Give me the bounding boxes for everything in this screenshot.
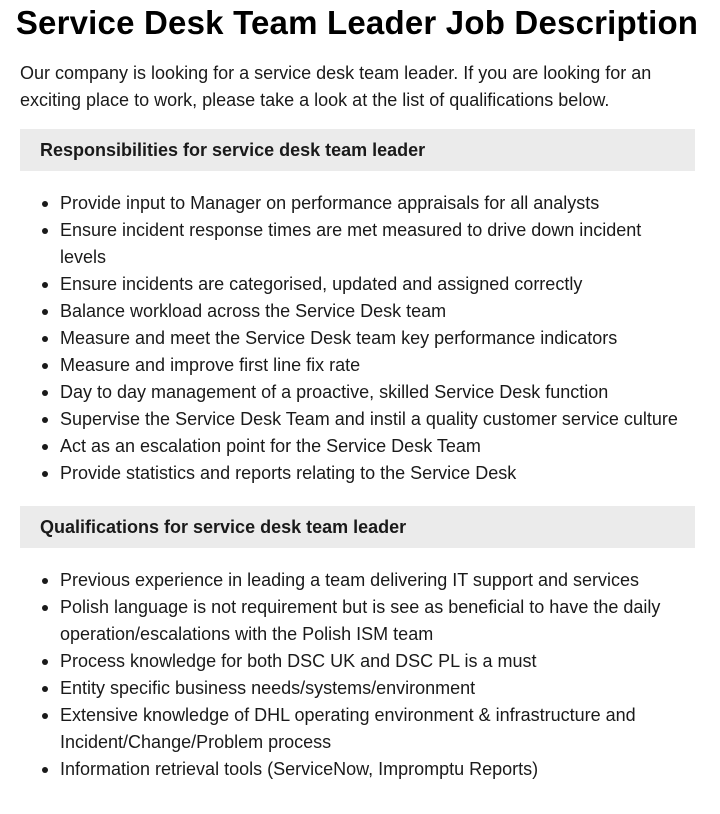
page-title: Service Desk Team Leader Job Description <box>15 4 699 41</box>
list-item: Measure and meet the Service Desk team key performance indicators <box>60 325 692 352</box>
list-item: Provide statistics and reports relating to the Service Desk <box>60 460 692 487</box>
list-item: Extensive knowledge of DHL operating environment & infrastructure and Incident/Change/Problem process <box>60 702 692 756</box>
list-item: Act as an escalation point for the Service Desk Team <box>60 433 692 460</box>
responsibilities-heading: Responsibilities for service desk team leader <box>20 129 695 171</box>
list-item: Polish language is not requirement but is see as beneficial to have the daily operation/escalations with the Polish ISM team <box>60 594 692 648</box>
list-item: Process knowledge for both DSC UK and DSC PL is a must <box>60 648 692 675</box>
list-item: Balance workload across the Service Desk team <box>60 298 692 325</box>
list-item: Ensure incident response times are met measured to drive down incident levels <box>60 217 692 271</box>
qualifications-list <box>20 567 692 783</box>
responsibilities-list <box>20 190 692 487</box>
qualifications-heading: Qualifications for service desk team leader <box>20 506 695 548</box>
list-item: Provide input to Manager on performance appraisals for all analysts <box>60 190 692 217</box>
list-item: Measure and improve first line fix rate <box>60 352 692 379</box>
list-item: Entity specific business needs/systems/environment <box>60 675 692 702</box>
list-item: Information retrieval tools (ServiceNow, Impromptu Reports) <box>60 756 692 783</box>
list-item: Supervise the Service Desk Team and instil a quality customer service culture <box>60 406 692 433</box>
intro-paragraph: Our company is looking for a service desk team leader. If you are looking for an exciting place to work, please take a look at the list of qualifications below. <box>20 63 652 110</box>
list-item: Previous experience in leading a team delivering IT support and services <box>60 567 692 594</box>
list-item: Day to day management of a proactive, skilled Service Desk function <box>60 379 692 406</box>
list-item: Ensure incidents are categorised, updated and assigned correctly <box>60 271 692 298</box>
